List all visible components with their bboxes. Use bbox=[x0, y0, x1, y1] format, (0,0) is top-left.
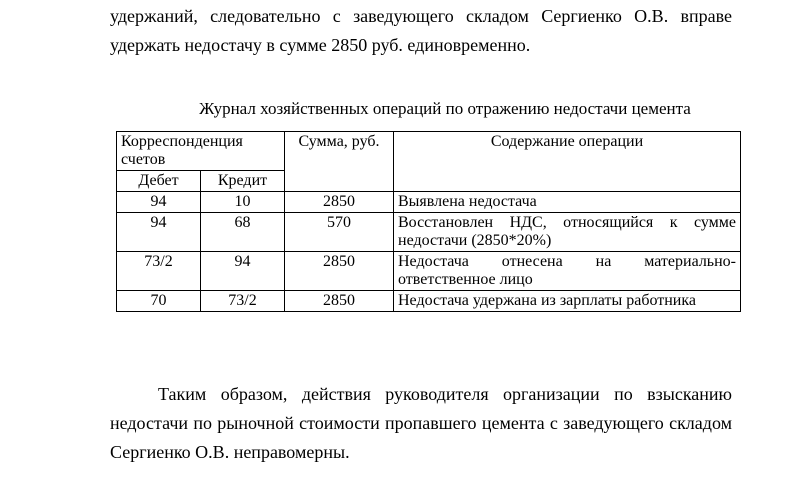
cell-debit: 94 bbox=[117, 213, 201, 252]
table-row bbox=[117, 213, 741, 252]
cell-amount: 570 bbox=[285, 213, 394, 252]
cell-amount: 2850 bbox=[285, 291, 394, 312]
cell-content: Недостача удержана из зарплаты работника bbox=[394, 291, 741, 312]
header-content: Содержание операции bbox=[394, 132, 741, 192]
cell-credit: 94 bbox=[201, 252, 285, 291]
cell-content: Недостача отнесена на материально-ответственное лицо bbox=[394, 252, 741, 291]
table-row bbox=[117, 252, 741, 291]
header-debit: Дебет bbox=[117, 171, 201, 192]
header-amount: Сумма, руб. bbox=[285, 132, 394, 192]
cell-credit: 68 bbox=[201, 213, 285, 252]
table-row bbox=[117, 192, 741, 213]
cell-amount: 2850 bbox=[285, 192, 394, 213]
body-paragraph-top: удержаний, следовательно с заведующего складом Сергиенко О.В. вправе удержать недостачу в сумме 2850 руб. единовременно. bbox=[110, 6, 732, 55]
cell-credit: 10 bbox=[201, 192, 285, 213]
table-header-row bbox=[117, 132, 741, 171]
cell-debit: 70 bbox=[117, 291, 201, 312]
table-caption: Журнал хозяйственных операций по отражению недостачи цемента bbox=[199, 99, 691, 118]
cell-content: Выявлена недостача bbox=[394, 192, 741, 213]
cell-credit: 73/2 bbox=[201, 291, 285, 312]
cell-amount: 2850 bbox=[285, 252, 394, 291]
header-correspondence: Корреспонденция счетов bbox=[117, 132, 285, 171]
header-credit: Кредит bbox=[201, 171, 285, 192]
table-row bbox=[117, 291, 741, 312]
cell-content: Восстановлен НДС, относящийся к сумме недостачи (2850*20%) bbox=[394, 213, 741, 252]
body-paragraph-bottom: Таким образом, действия руководителя организации по взысканию недостачи по рыночной стоимости пропавшего цемента с заведующего складом Сергиенко О.В. неправомерны. bbox=[110, 384, 732, 462]
cell-debit: 73/2 bbox=[117, 252, 201, 291]
cell-debit: 94 bbox=[117, 192, 201, 213]
journal-table bbox=[116, 131, 741, 312]
